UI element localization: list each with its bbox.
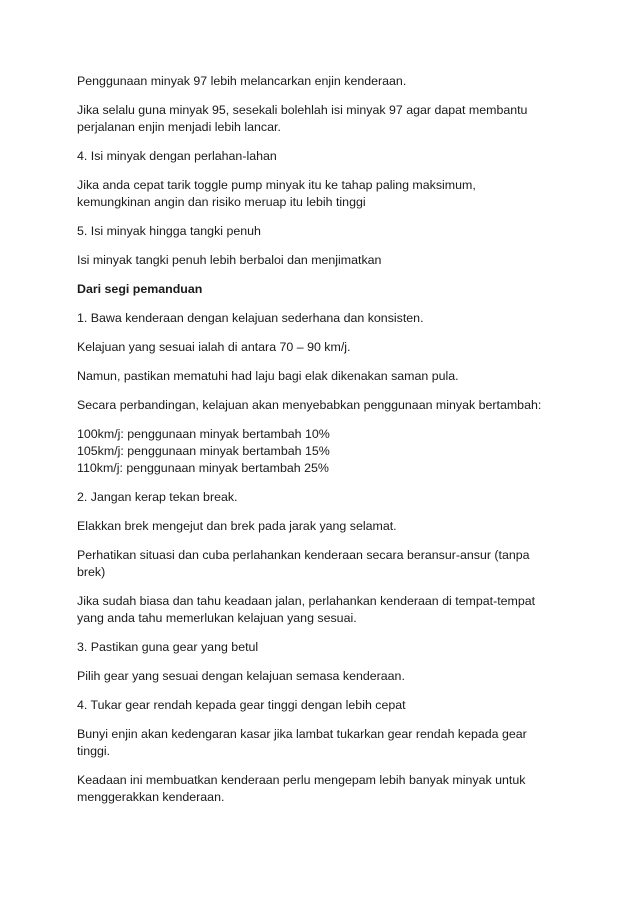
paragraph bbox=[77, 668, 567, 685]
text-line: tinggi. bbox=[77, 744, 111, 758]
paragraph bbox=[77, 397, 567, 414]
text-line: 1. Bawa kenderaan dengan kelajuan sederhana dan konsisten. bbox=[77, 311, 424, 325]
paragraph bbox=[77, 772, 567, 806]
text-line: 100km/j: penggunaan minyak bertambah 10% bbox=[77, 427, 330, 441]
text-line: yang anda tahu memerlukan kelajuan yang sesuai. bbox=[77, 611, 357, 625]
text-line: brek) bbox=[77, 565, 106, 579]
text-line: Secara perbandingan, kelajuan akan menyebabkan penggunaan minyak bertambah: bbox=[77, 398, 542, 412]
text-line: Isi minyak tangki penuh lebih berbaloi dan menjimatkan bbox=[77, 253, 382, 267]
text-line: Keadaan ini membuatkan kenderaan perlu mengepam lebih banyak minyak untuk bbox=[77, 773, 526, 787]
paragraph bbox=[77, 697, 567, 714]
paragraph bbox=[77, 339, 567, 356]
paragraph bbox=[77, 102, 567, 136]
text-line: Bunyi enjin akan kedengaran kasar jika lambat tukarkan gear rendah kepada gear bbox=[77, 727, 527, 741]
text-line: Kelajuan yang sesuai ialah di antara 70 – 90 km/j. bbox=[77, 340, 351, 354]
text-line: perjalanan enjin menjadi lebih lancar. bbox=[77, 120, 281, 134]
paragraph bbox=[77, 223, 567, 240]
text-line: kemungkinan angin dan risiko meruap itu lebih tinggi bbox=[77, 195, 366, 209]
paragraph bbox=[77, 547, 567, 581]
paragraph bbox=[77, 489, 567, 506]
paragraph bbox=[77, 426, 567, 477]
text-line: Elakkan brek mengejut dan brek pada jarak yang selamat. bbox=[77, 519, 397, 533]
text-line: Dari segi pemanduan bbox=[77, 282, 203, 296]
paragraph bbox=[77, 518, 567, 535]
text-line: Jika sudah biasa dan tahu keadaan jalan, perlahankan kenderaan di tempat-tempat bbox=[77, 594, 536, 608]
paragraph bbox=[77, 639, 567, 656]
paragraph bbox=[77, 73, 567, 90]
text-line: Namun, pastikan mematuhi had laju bagi elak dikenakan saman pula. bbox=[77, 369, 459, 383]
paragraph bbox=[77, 593, 567, 627]
text-line: 5. Isi minyak hingga tangki penuh bbox=[77, 224, 261, 238]
text-line: 4. Isi minyak dengan perlahan-lahan bbox=[77, 149, 277, 163]
paragraph bbox=[77, 368, 567, 385]
text-line: Pilih gear yang sesuai dengan kelajuan semasa kenderaan. bbox=[77, 669, 405, 683]
paragraph bbox=[77, 726, 567, 760]
text-line: Jika anda cepat tarik toggle pump minyak itu ke tahap paling maksimum, bbox=[77, 178, 476, 192]
text-line: Jika selalu guna minyak 95, sesekali bolehlah isi minyak 97 agar dapat membantu bbox=[77, 103, 528, 117]
text-line: Penggunaan minyak 97 lebih melancarkan enjin kenderaan. bbox=[77, 74, 407, 88]
text-line: 110km/j: penggunaan minyak bertambah 25% bbox=[77, 461, 329, 475]
paragraph bbox=[77, 177, 567, 211]
paragraph bbox=[77, 310, 567, 327]
section-heading bbox=[77, 281, 567, 298]
text-line: 2. Jangan kerap tekan break. bbox=[77, 490, 238, 504]
paragraph bbox=[77, 252, 567, 269]
document-body bbox=[77, 73, 567, 818]
text-line: menggerakkan kenderaan. bbox=[77, 790, 225, 804]
text-line: Perhatikan situasi dan cuba perlahankan kenderaan secara beransur-ansur (tanpa bbox=[77, 548, 530, 562]
text-line: 4. Tukar gear rendah kepada gear tinggi dengan lebih cepat bbox=[77, 698, 406, 712]
text-line: 3. Pastikan guna gear yang betul bbox=[77, 640, 259, 654]
text-line: 105km/j: penggunaan minyak bertambah 15% bbox=[77, 444, 330, 458]
paragraph bbox=[77, 148, 567, 165]
